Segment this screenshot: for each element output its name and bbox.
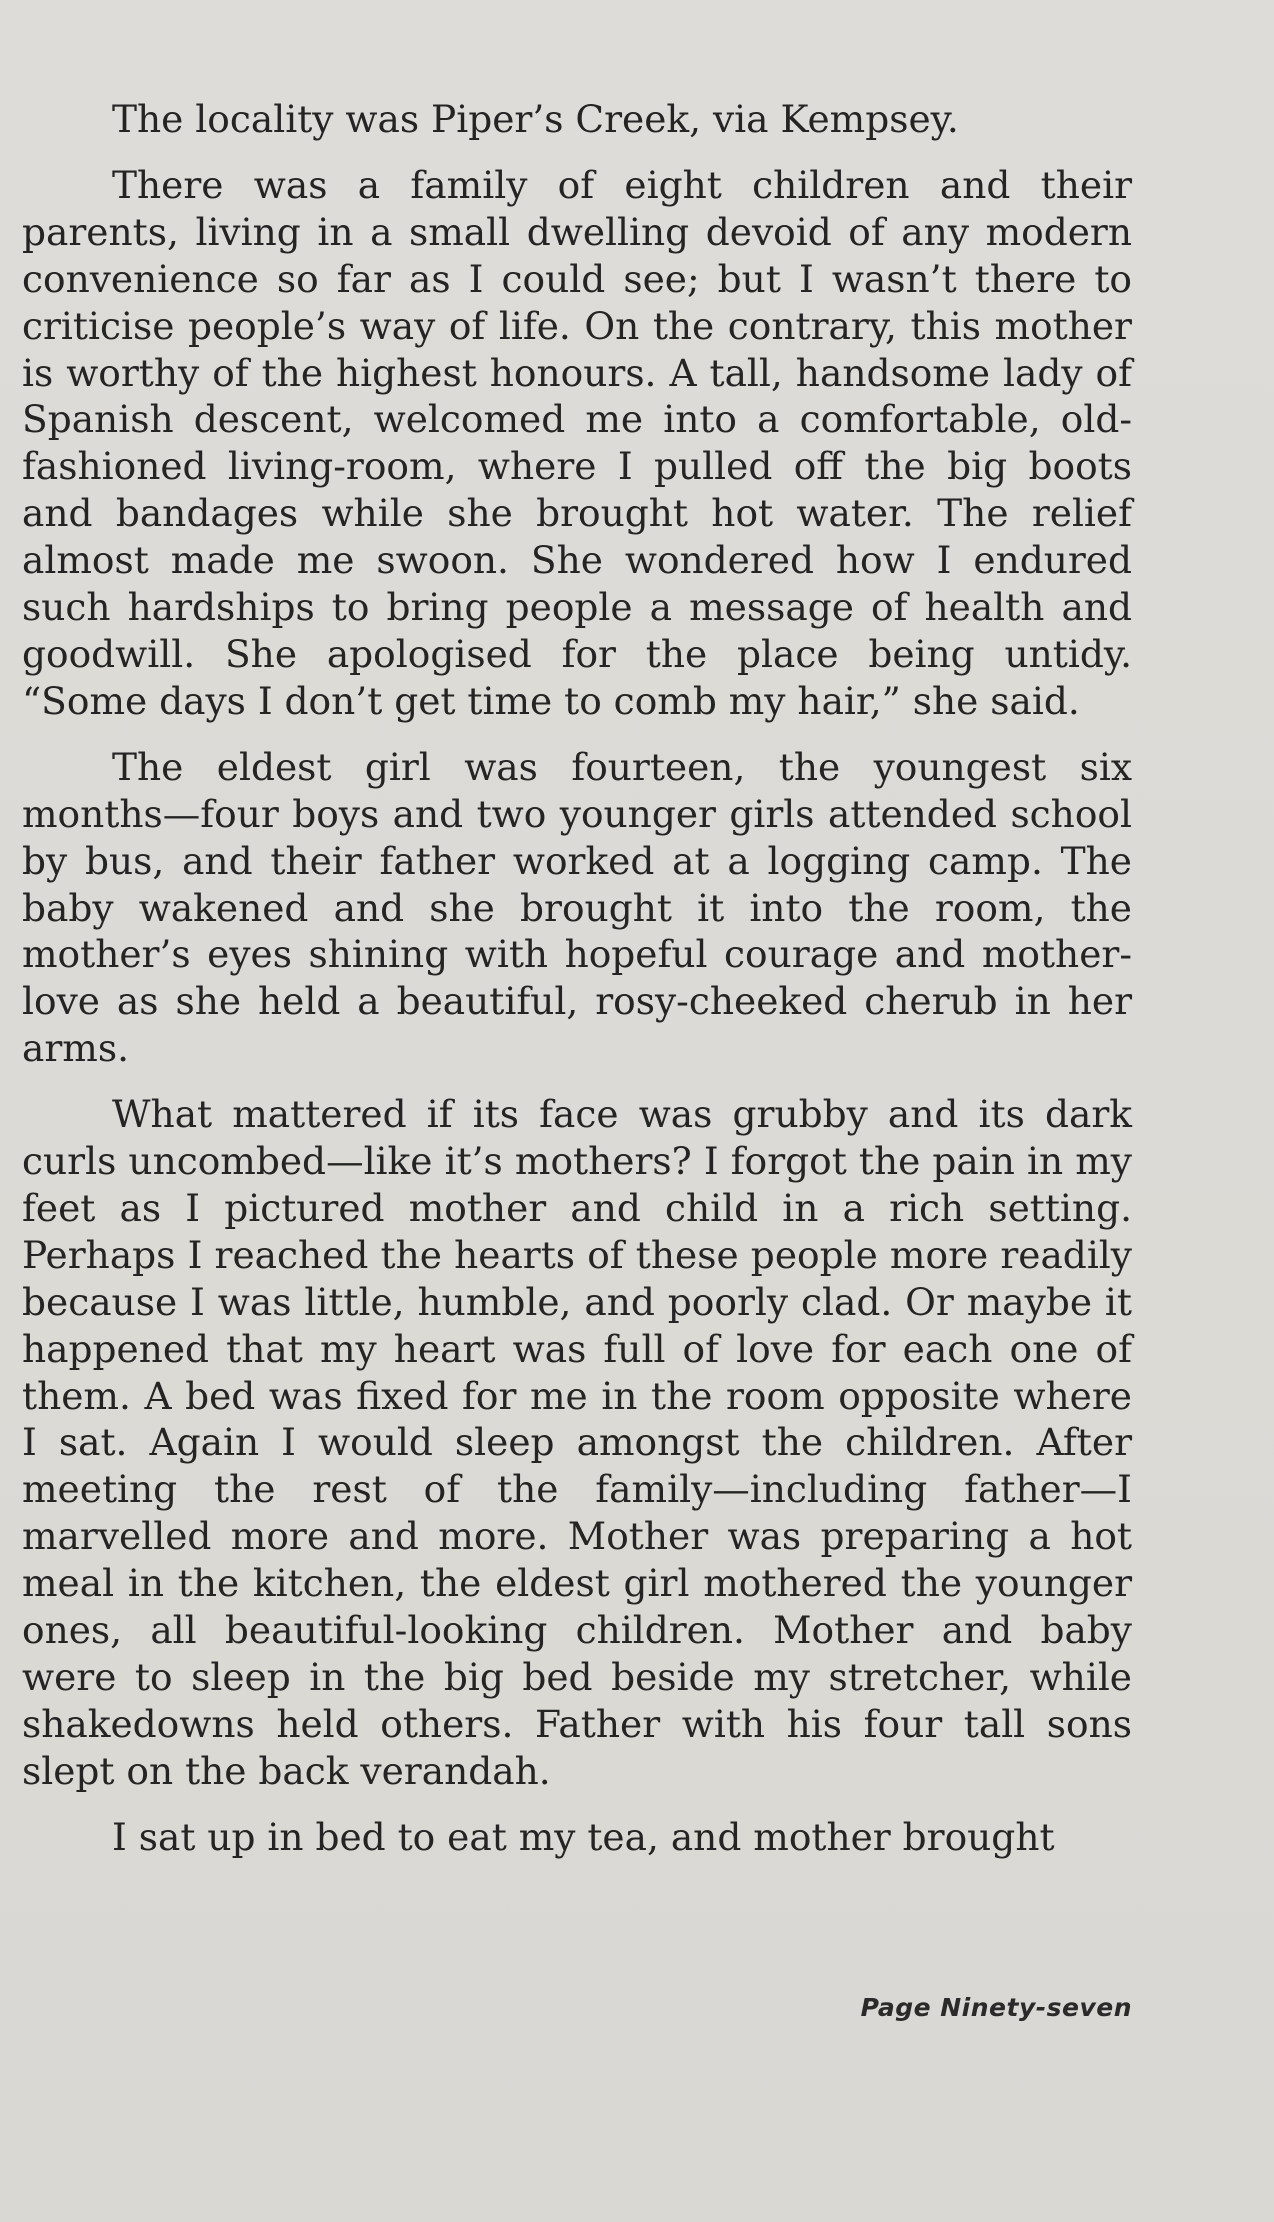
page-number: Page Ninety-seven xyxy=(860,1993,1132,2022)
paragraph: I sat up in bed to eat my tea, and mother brought xyxy=(112,1814,1055,1859)
paragraph: There was a family of eight children and their parents, living in a small dwelling devoid of any modern convenience so far as I could see; but I wasn’t there to criticise people’s way of life. On the contrary, this mother is worthy of the highest honours. A tall, handsome lady of Spanish descent, welcomed me into a comfortable, old-fashioned living-room, where I pulled off the big boots and bandages while she brought hot water. The relief almost made me swoon. She wondered how I endured such hardships to bring people a message of health and goodwill. She apologised for the place being untidy. “Some days I don’t get time to comb my hair,” she said. xyxy=(22,162,1132,723)
paragraph: What mattered if its face was grubby and its dark curls uncombed—like it’s mothers? I forgot the pain in my feet as I pictured mother and child in a rich setting. Perhaps I reached the hearts of these people more readily because I was little, humble, and poorly clad. Or maybe it happened that my heart was full of love for each one of them. A bed was fixed for me in the room opposite where I sat. Again I would sleep amongst the children. After meeting the rest of the family—including father—I marvelled more and more. Mother was preparing a hot meal in the kitchen, the eldest girl mothered the younger ones, all beautiful-looking children. Mother and baby were to sleep in the big bed beside my stretcher, while shakedowns held others. Father with his four tall sons slept on the back verandah. xyxy=(22,1092,1132,1793)
paragraph: The eldest girl was fourteen, the youngest six months—four boys and two younger girls attended school by bus, and their father worked at a logging camp. The baby wakened and she brought it into the room, the mother’s eyes shining with hopeful courage and mother-love as she held a beautiful, rosy-cheeked cherub in her arms. xyxy=(22,744,1132,1071)
paragraph: The locality was Piper’s Creek, via Kempsey. xyxy=(112,97,959,141)
body-text xyxy=(22,96,1132,1861)
